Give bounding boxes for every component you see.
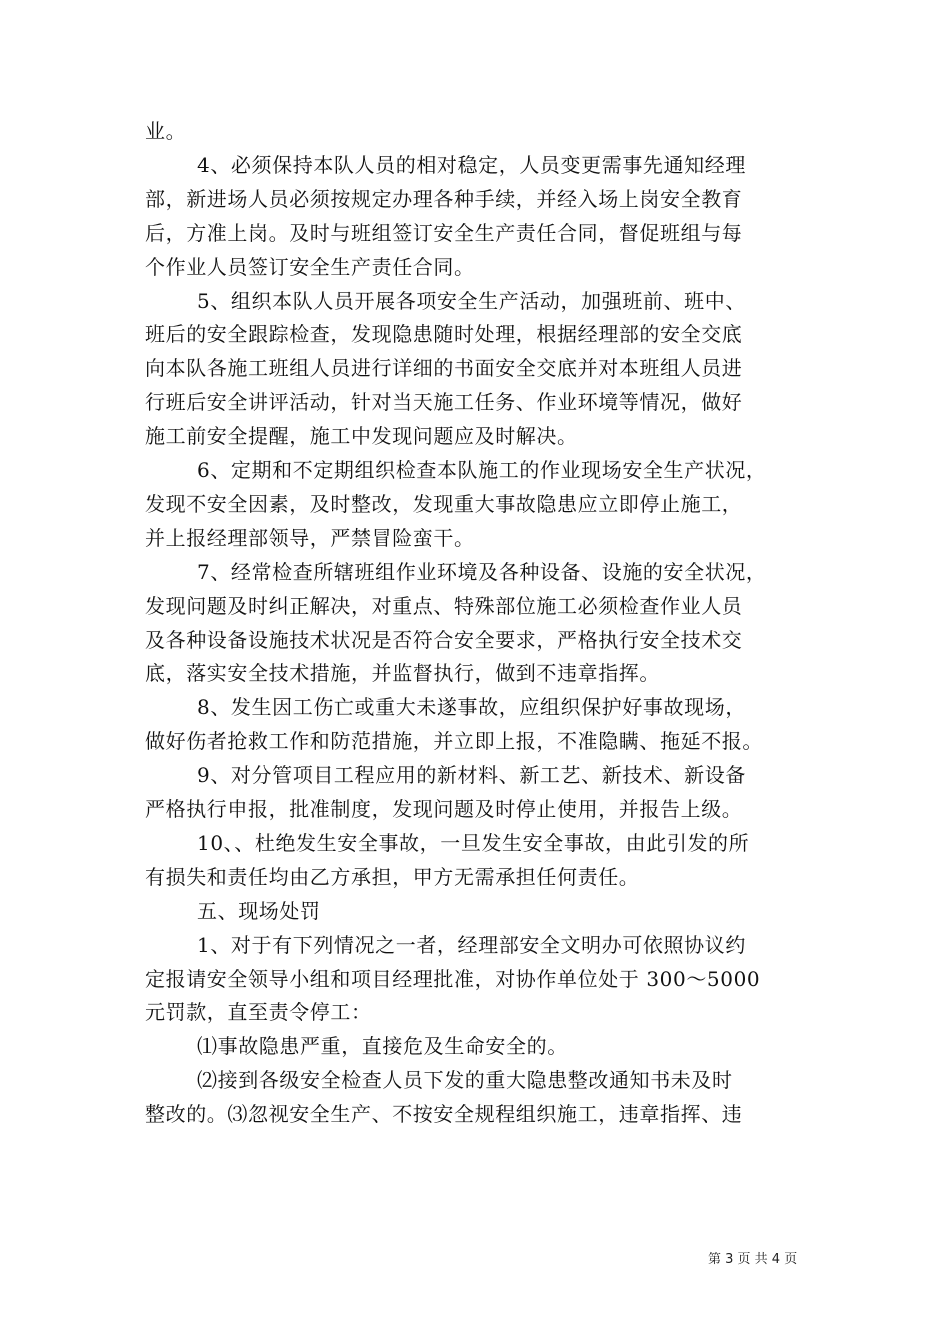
- text-line: 有损失和责任均由乙方承担，甲方无需承担任何责任。: [145, 864, 640, 889]
- text-line: 行班后安全讲评活动，针对当天施工任务、作业环境等情况，做好: [145, 390, 743, 415]
- text-line: 6、定期和不定期组织检查本队施工的作业现场安全生产状况，: [197, 458, 767, 482]
- text-line: 7、经常检查所辖班组作业环境及各种设备、设施的安全状况，: [197, 559, 767, 584]
- text-line: ⑵接到各级安全检查人员下发的重大隐患整改通知书未及时: [197, 1068, 733, 1093]
- text-line: 做好伤者抢救工作和防范措施，并立即上报，不准隐瞒、拖延不报。: [145, 729, 763, 754]
- text-line: 向本队各施工班组人员进行详细的书面安全交底并对本班组人员进: [145, 356, 743, 381]
- text-line: 底，落实安全技术措施，并监督执行，做到不违章指挥。: [145, 661, 660, 686]
- text-line: 部，新进场人员必须按规定办理各种手续，并经入场上岗安全教育: [145, 186, 743, 211]
- text-line: 个作业人员签订安全生产责任合同。: [145, 254, 475, 279]
- text-line: 严格执行申报，批准制度，发现问题及时停止使用，并报告上级。: [145, 797, 743, 821]
- text-line: 业。: [145, 119, 187, 143]
- text-line: 班后的安全跟踪检查，发现隐患随时处理，根据经理部的安全交底: [145, 322, 743, 347]
- text-line: 整改的。⑶忽视安全生产、不按安全规程组织施工，违章指挥、违: [145, 1102, 743, 1127]
- text-line: 并上报经理部领导，严禁冒险蛮干。: [145, 525, 475, 550]
- text-line: 4、必须保持本队人员的相对稳定，人员变更需事先通知经理: [197, 152, 746, 177]
- text-line: 施工前安全提醒，施工中发现问题应及时解决。: [145, 424, 578, 449]
- text-line: 9、对分管项目工程应用的新材料、新工艺、新技术、新设备: [197, 763, 746, 788]
- text-line: 10、、杜绝发生安全事故，一旦发生安全事故，由此引发的所: [197, 830, 750, 855]
- text-line: 五、现场处罚: [197, 898, 321, 923]
- text-line: 发现不安全因素，及时整改，发现重大事故隐患应立即停止施工，: [145, 491, 743, 516]
- text-line: ⑴事故隐患严重，直接危及生命安全的。: [197, 1034, 568, 1059]
- text-line: 后，方准上岗。及时与班组签订安全生产责任合同，督促班组与每: [145, 220, 743, 245]
- text-line: 5、组织本队人员开展各项安全生产活动，加强班前、班中、: [197, 288, 746, 313]
- text-line: 发现问题及时纠正解决，对重点、特殊部位施工必须检查作业人员: [145, 593, 743, 618]
- text-line: 8、发生因工伤亡或重大未遂事故，应组织保护好事故现场，: [197, 695, 746, 720]
- text-line: 及各种设备设施技术状况是否符合安全要求，严格执行安全技术交: [145, 627, 743, 652]
- text-line: 元罚款，直至责令停工：: [145, 1000, 372, 1025]
- text-line: 1、对于有下列情况之一者，经理部安全文明办可依照协议约: [197, 932, 746, 957]
- page-number: 第 3 页 共 4 页: [708, 1252, 798, 1267]
- text-line: 定报请安全领导小组和项目经理批准，对协作单位处于 300～5000: [145, 966, 761, 991]
